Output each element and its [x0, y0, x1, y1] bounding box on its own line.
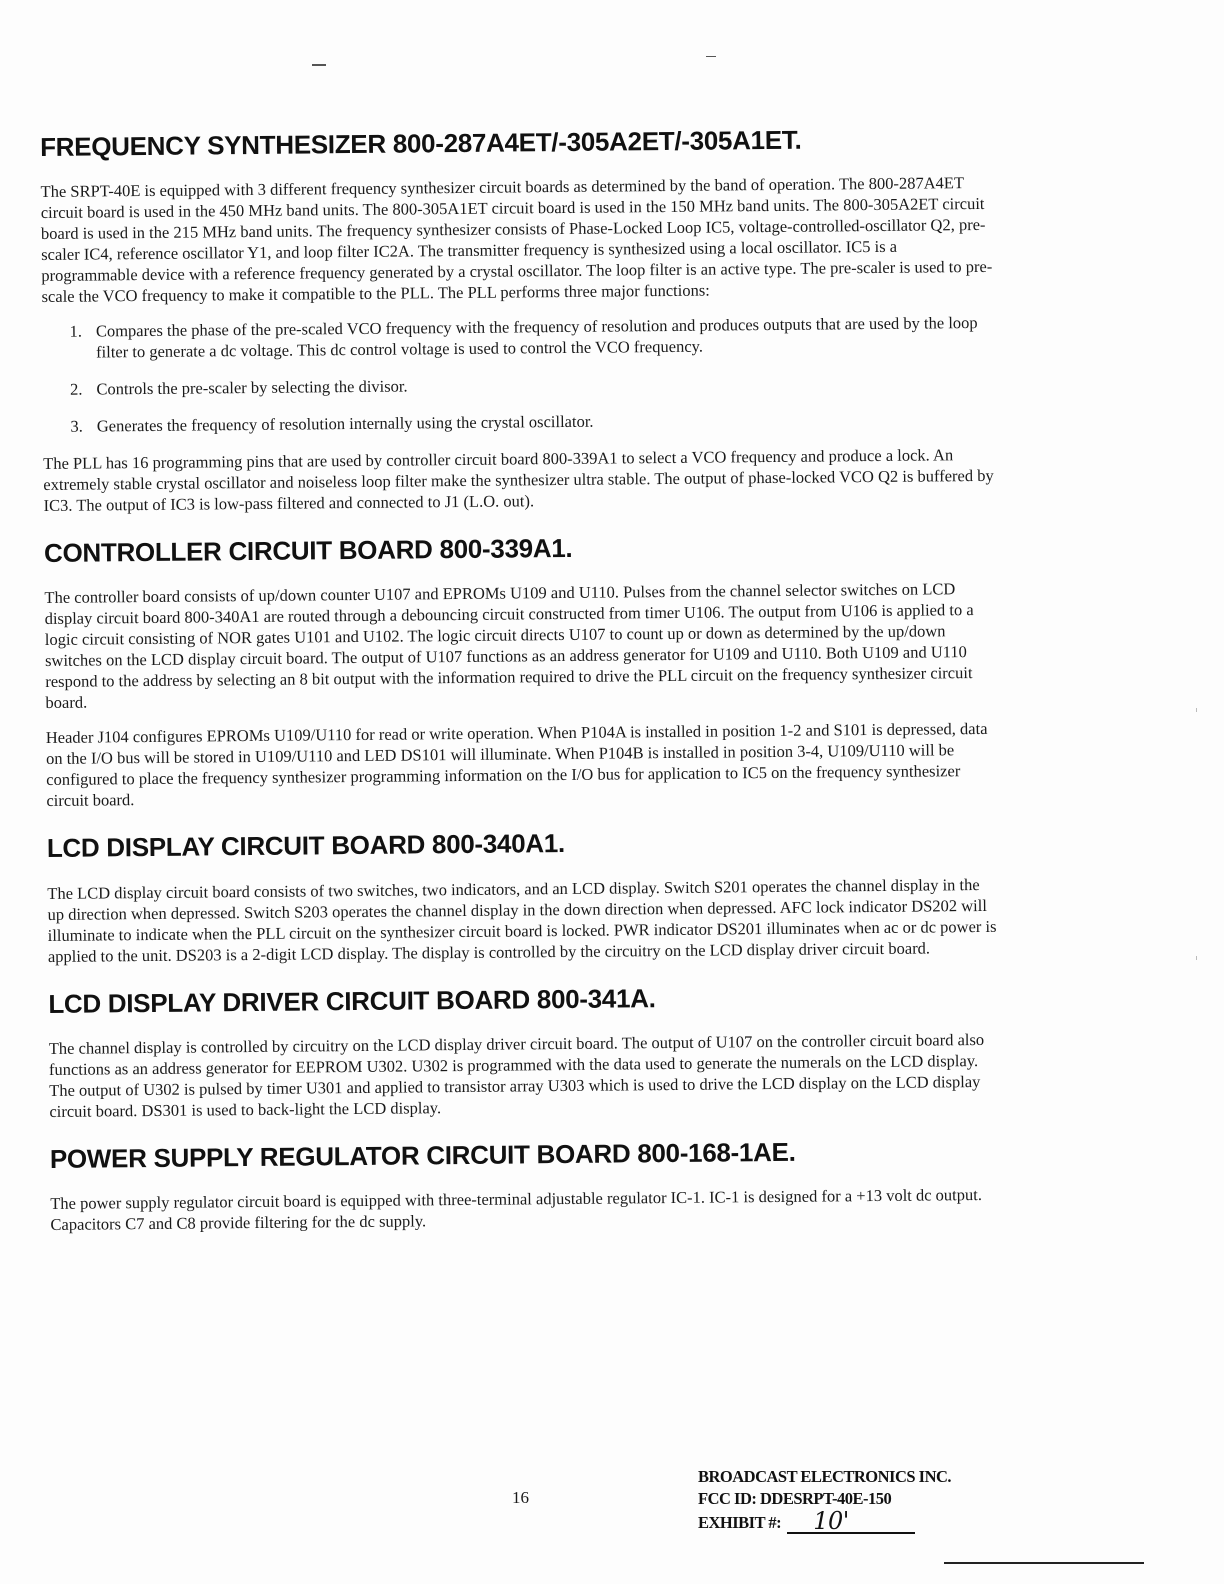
page-number: 16 [512, 1488, 529, 1507]
section-heading: LCD DISPLAY DRIVER CIRCUIT BOARD 800-341A. [48, 982, 656, 1019]
section-heading: CONTROLLER CIRCUIT BOARD 800-339A1. [43, 533, 573, 569]
section-lcd-display-circuit-board [47, 824, 1000, 966]
paragraph: The power supply regulator circuit board is equipped with three-terminal adjustable regulator IC-1. IC-1 is designed for a +13 volt dc output. Capacitors C7 and C8 provide filtering for the dc supply. [50, 1184, 983, 1234]
list-item-number: 1. [69, 321, 83, 341]
scan-artifact-edge [1196, 956, 1197, 960]
section-heading: POWER SUPPLY REGULATOR CIRCUIT BOARD 800-168-1AE. [49, 1136, 796, 1174]
fcc-id: FCC ID: DDESRPT-40E-150 [698, 1489, 892, 1508]
list-item-text: Generates the frequency of resolution internally using the crystal oscillator. [96, 411, 594, 436]
scan-artifact-right [706, 56, 716, 57]
paragraph: The controller board consists of up/down counter U107 and EPROMs U109 and U110. Pulses from the channel selector switches on LCD display circuit board 800-340A1 are routed through a debouncing circuit constructed from timer U106. The output from U106 is applied to a logic circuit consisting of NOR gates U101 and U102. The logic circuit directs U107 to count up or down as determined by the up/down switches on the LCD display circuit board. The output of U107 functions as an address generator for U109 and U110. Both U109 and U110 respond to the address by selecting an 8 bit output with the information required to drive the PLL circuit on the frequency synthesizer circuit board. [44, 579, 974, 713]
section-lcd-display-driver-circuit-board [48, 979, 1001, 1121]
exhibit-line [698, 1507, 1018, 1535]
list-item-text: Compares the phase of the pre-scaled VCO frequency with the frequency of resolution and produces outputs that are used by the loop filter to generate a dc voltage. This dc control voltage is used to control the VCO frequency. [95, 313, 978, 362]
paragraph: The LCD display circuit board consists of two switches, two indicators, and an LCD display. Switch S201 operates the channel display in the up direction when depressed. Switch S203 operates the channel display in the down direction when depressed. AFC lock indicator DS202 will illuminate to indicate when the PLL circuit on the synthesizer circuit board is locked. PWR indicator DS201 illuminates when ac or dc power is applied to the unit. DS203 is a 2-digit LCD display. The display is controlled by the circuitry on the LCD display driver circuit board. [47, 874, 997, 966]
section-frequency-synthesizer [40, 123, 996, 516]
document-body [40, 123, 1003, 1257]
list-item [43, 407, 995, 437]
section-power-supply-regulator [50, 1135, 1003, 1235]
exhibit-stamp [698, 1466, 1018, 1534]
paragraph: The channel display is controlled by circuitry on the LCD display driver circuit board. The output of U107 on the controller circuit board also functions as an address generator for EEPROM U302. U302 is programmed with the data used to generate the numerals on the LCD display. The output of U302 is pulsed by timer U301 and applied to transistor array U303 which is used to drive the LCD display on the LCD display circuit board. DS301 is used to back-light the LCD display. [48, 1029, 985, 1121]
pll-function-list [42, 312, 995, 437]
exhibit-label: EXHIBIT #: [698, 1513, 782, 1532]
list-item-text: Controls the pre-scaler by selecting the divisor. [96, 376, 408, 399]
scan-artifact-corner-line [944, 1562, 1144, 1564]
section-heading: LCD DISPLAY CIRCUIT BOARD 800-340A1. [46, 828, 565, 864]
section-controller-circuit-board [44, 529, 999, 811]
paragraph: Header J104 configures EPROMs U109/U110 for read or write operation. When P104A is installed in position 1-2 and S101 is depressed, data on the I/O bus will be stored in U109/U110 and LED DS101 will illuminate. When P104B is installed in position 3-4, U109/U110 will be configured to place the frequency synthesizer programming information on the I/O bus for application to IC5 on the frequency synthesizer circuit board. [45, 719, 988, 811]
section-heading: FREQUENCY SYNTHESIZER 800-287A4ET/-305A2ET/-305A1ET. [40, 124, 802, 162]
company-name: BROADCAST ELECTRONICS INC. [698, 1467, 952, 1486]
exhibit-handwritten-value: 10' [787, 1510, 915, 1534]
list-item [42, 370, 994, 400]
page-footer [0, 1466, 1224, 1576]
list-item-number: 2. [70, 379, 83, 399]
list-item-number: 3. [70, 416, 83, 436]
paragraph: The SRPT-40E is equipped with 3 different frequency synthesizer circuit boards as determined by the band of operation. The 800-287A4ET circuit board is used in the 450 MHz band units. The 800-305A1ET circuit board is used in the 150 MHz band units. The 800-305A2ET circuit board is used in the 215 MHz band units. The frequency synthesizer consists of Phase-Locked Loop IC5, voltage-controlled-oscillator Q2, pre-scaler IC4, reference oscillator Y1, and loop filter IC2A. The transmitter frequency is synthesized using a local oscillator. IC5 is a programmable device with a reference frequency generated by a crystal oscillator. The loop filter is an active type. The pre-scaler is used to pre-scale the VCO frequency to make it compatible to the PLL. The PLL performs three major functions: [40, 173, 993, 307]
paragraph: The PLL has 16 programming pins that are used by controller circuit board 800-339A1 to select a VCO frequency and produce a lock. An extremely stable crystal oscillator and noiseless loop filter make the synthesizer ultra stable. The output of phase-locked VCO Q2 is buffered by IC3. The output of IC3 is low-pass filtered and connected to J1 (L.O. out). [43, 445, 994, 516]
list-item [42, 312, 994, 363]
scan-artifact-left [312, 64, 326, 66]
scan-artifact-edge [1196, 708, 1197, 712]
